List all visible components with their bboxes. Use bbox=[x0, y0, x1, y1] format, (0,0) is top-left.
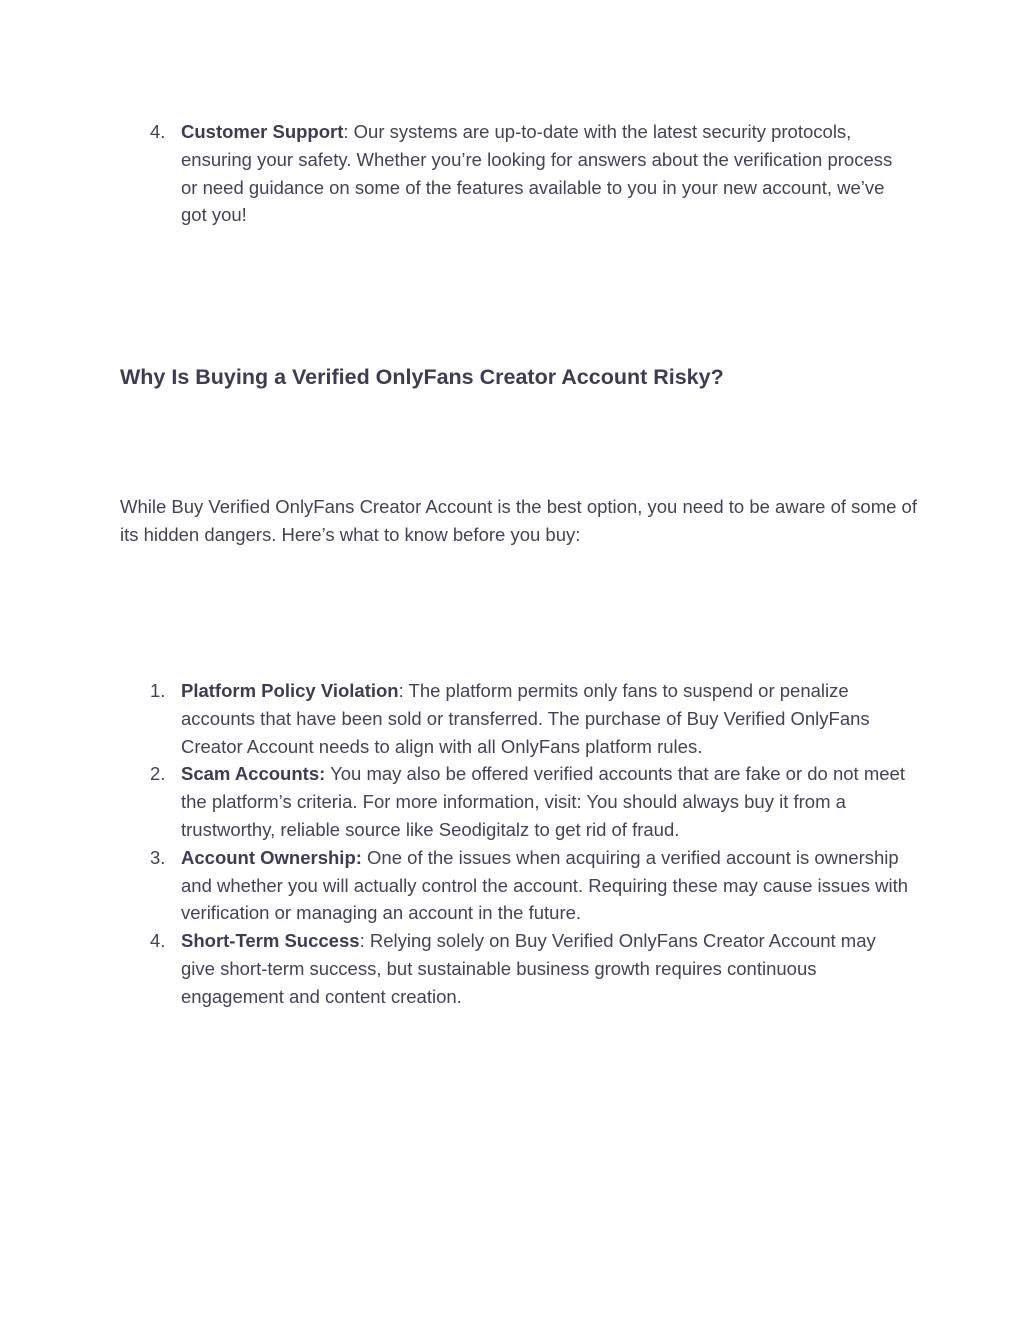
list-item-title: Customer Support bbox=[181, 121, 344, 142]
list-item-short-term-success bbox=[120, 927, 910, 1010]
list-item-title: Scam Accounts: bbox=[181, 763, 326, 785]
list-item-text: : The platform permits only fans to suspend or penalize accounts that have been sold or transferred. The purchase of Buy Verified OnlyFans Creator Account needs to align with all OnlyFans platform rules. bbox=[181, 680, 870, 757]
list-item-title: Short-Term Success bbox=[181, 930, 360, 952]
list-item-number: 4. bbox=[150, 930, 166, 952]
list-item-number: 1. bbox=[150, 680, 166, 701]
risk-list bbox=[120, 677, 910, 1011]
list-item-number: 3. bbox=[150, 846, 166, 868]
intro-paragraph: While Buy Verified OnlyFans Creator Account is the best option, you need to be aware of some of its hidden dangers. Here’s what to know before you buy: bbox=[120, 496, 917, 545]
section-heading: Why Is Buying a Verified OnlyFans Creator Account Risky? bbox=[120, 365, 724, 389]
list-item-account-ownership bbox=[120, 844, 910, 927]
list-item-title: Account Ownership: bbox=[181, 846, 362, 868]
list-item-title: Platform Policy Violation bbox=[181, 680, 399, 701]
list-item-text: : Relying solely on Buy Verified OnlyFans Creator Account may give short-term success, but sustainable business growth requires continuous engagement and content creation. bbox=[181, 930, 876, 1007]
list-item-text: One of the issues when acquiring a verified account is ownership and whether you will actually control the account. Requiring these may cause issues with verification or managing an account in the future. bbox=[181, 846, 909, 924]
customer-support-list bbox=[120, 118, 910, 229]
list-item-platform-policy bbox=[120, 677, 910, 760]
list-item-number: 2. bbox=[150, 763, 166, 785]
list-item-text: You may also be offered verified accounts that are fake or do not meet the platform’s criteria. For more information, visit: You should always buy it from a trustworthy, reliable source like Seodigitalz to get rid of fraud. bbox=[181, 763, 905, 840]
list-item-scam-accounts bbox=[120, 760, 910, 843]
list-item-text: : Our systems are up-to-date with the latest security protocols, ensuring your safety. Whether you’re looking for answers about the verification process or need guidance on some of the features available to you in your new account, we’ve got you! bbox=[181, 121, 893, 226]
list-item-customer-support bbox=[120, 118, 910, 229]
list-item-number: 4. bbox=[150, 121, 166, 142]
